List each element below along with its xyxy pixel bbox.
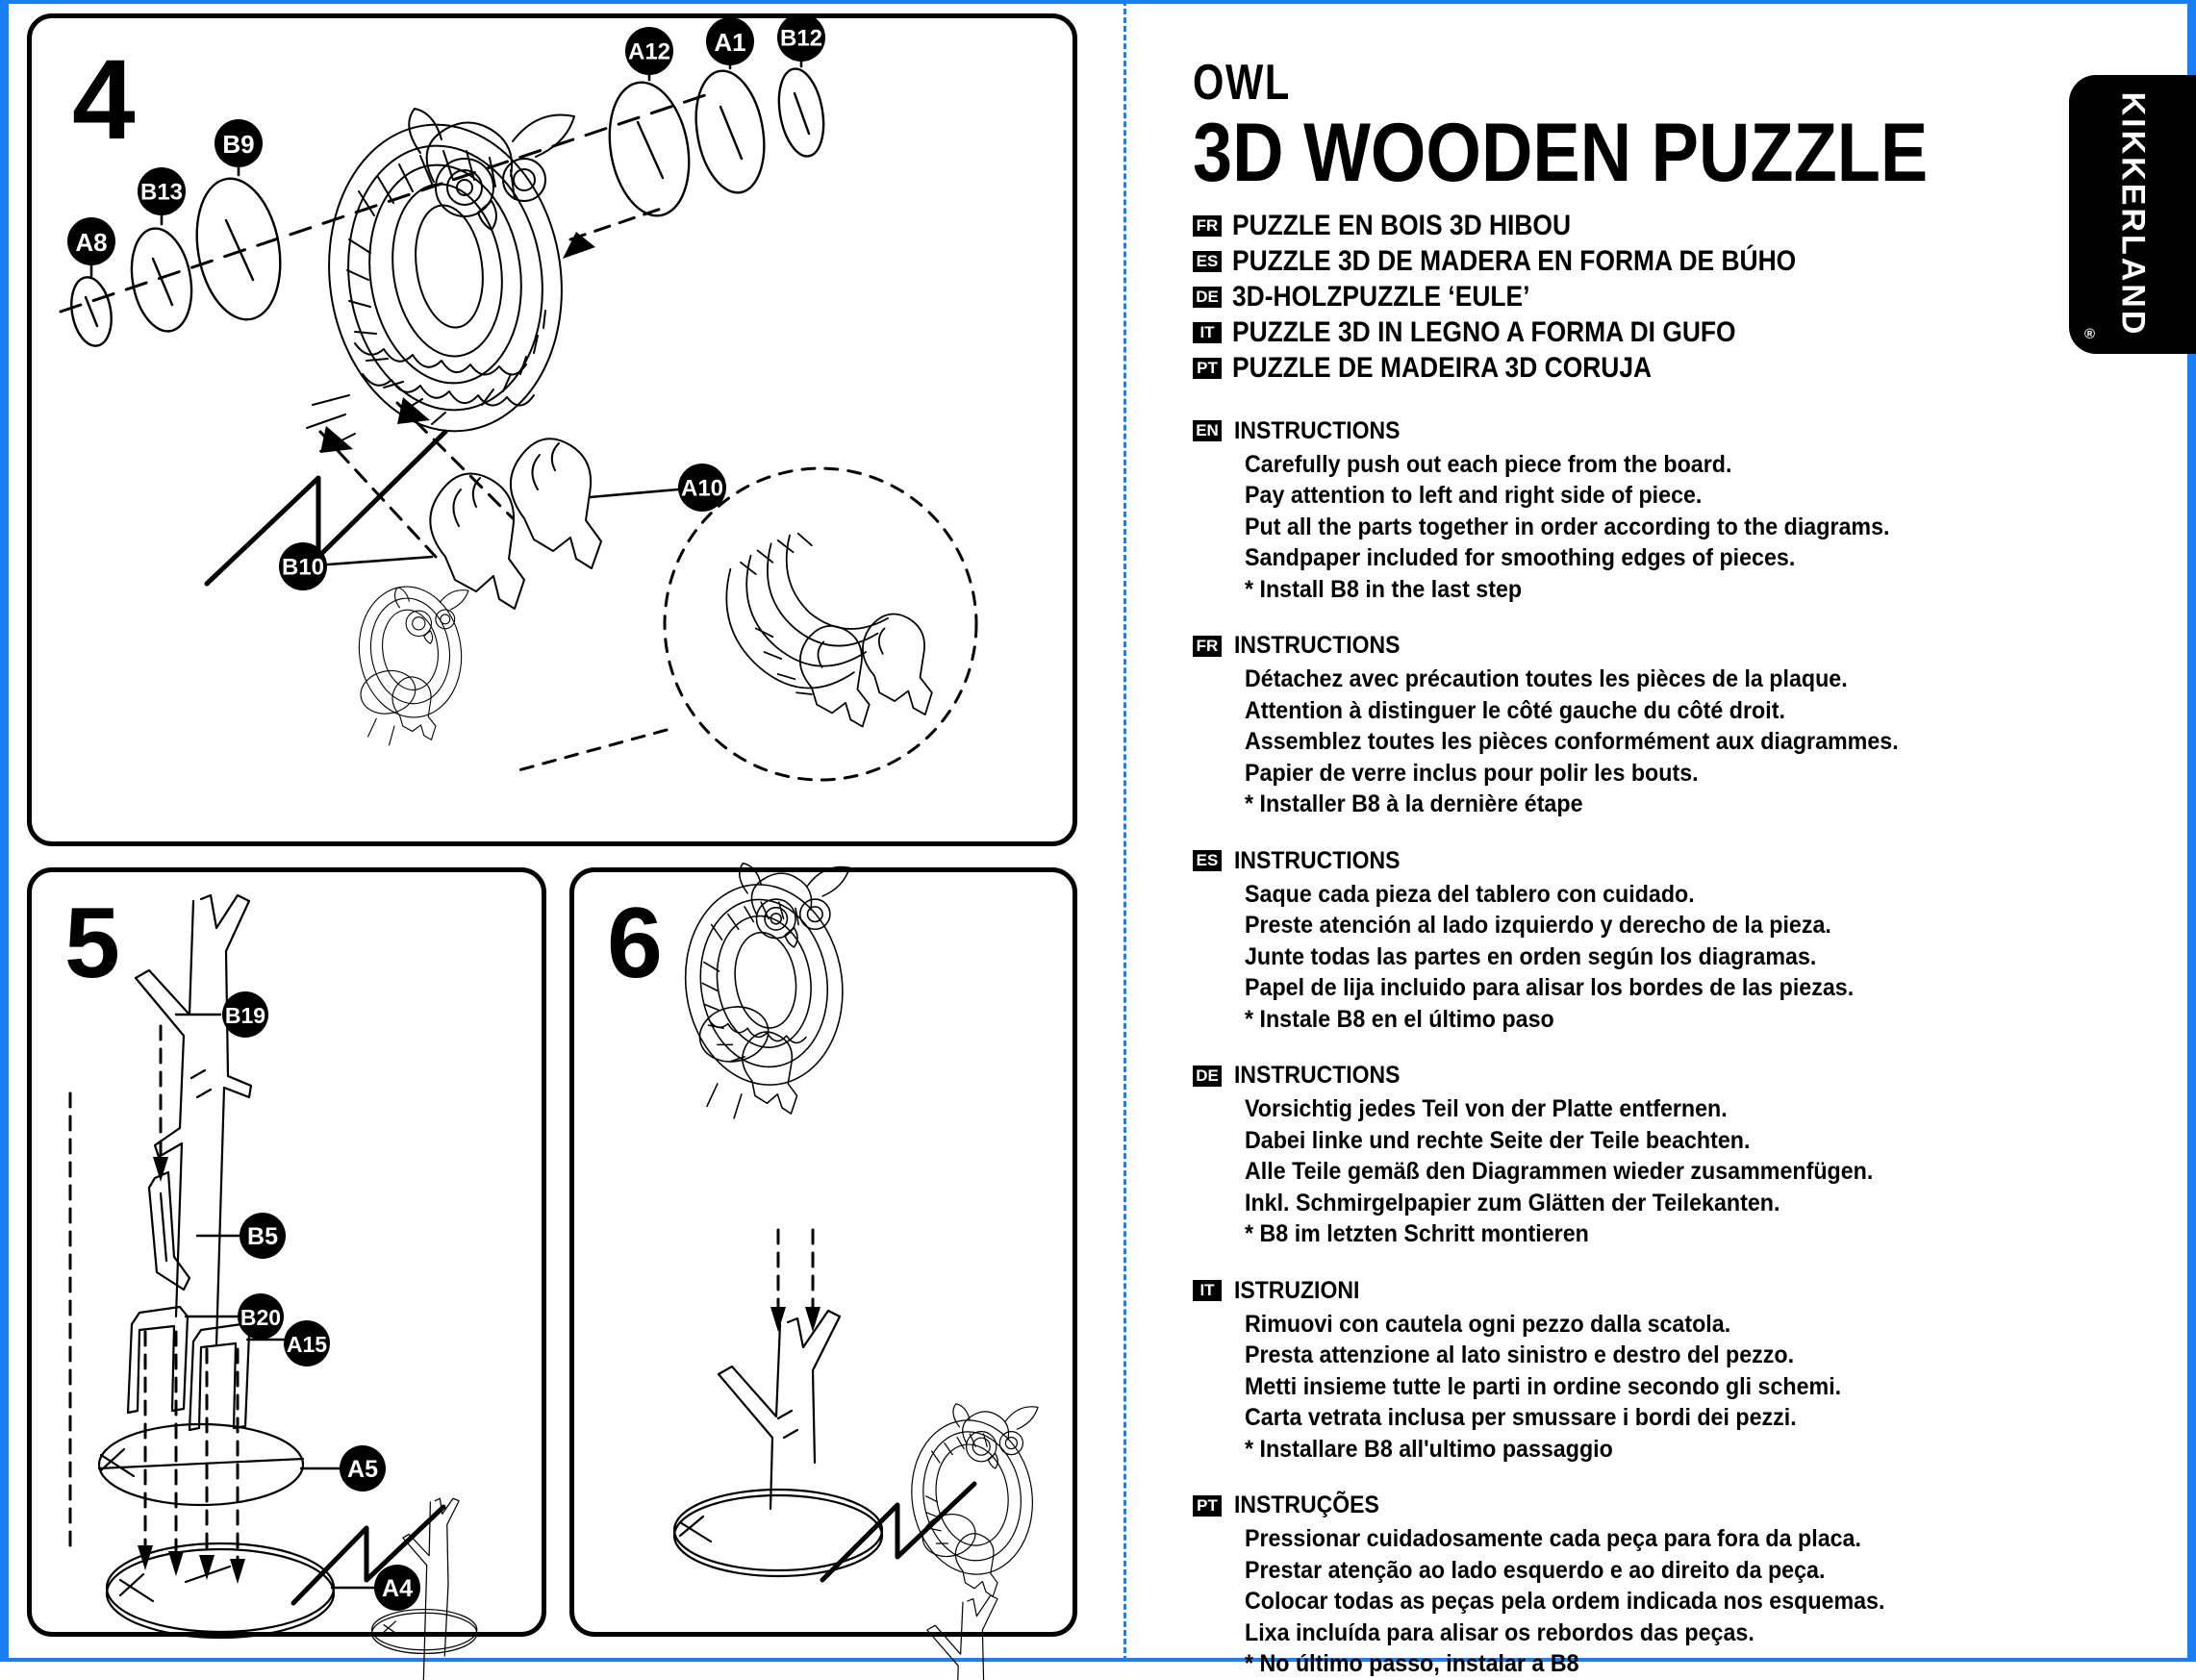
- instruction-line: Put all the parts together in order according to the diagrams.: [1245, 513, 1890, 540]
- part-label-b20: [238, 1293, 284, 1340]
- part-label-badge-group: [67, 13, 825, 590]
- language-tag-fr: FR: [1193, 636, 1222, 657]
- svg-text:A4: A4: [382, 1575, 413, 1602]
- instruction-line: Inkl. Schmirgelpapier zum Glätten der Teilekanten.: [1245, 1189, 1780, 1216]
- instruction-heading-text-it: ISTRUZIONI: [1234, 1276, 1360, 1304]
- instruction-line: Junte todas las partes en orden según los diagramas.: [1245, 942, 1817, 970]
- step-number-6: 6: [607, 888, 663, 999]
- instruction-line: Preste atención al lado izquierdo y derecho de la pieza.: [1245, 912, 1831, 940]
- instruction-line: Dabei linke und rechte Seite der Teile beachten.: [1245, 1126, 1751, 1154]
- instruction-line: Rimuovi con cautela ogni pezzo dalla scatola.: [1245, 1310, 1731, 1338]
- part-label-a10: [678, 464, 726, 512]
- instruction-line: Vorsichtig jedes Teil von der Platte entfernen.: [1245, 1095, 1728, 1123]
- instruction-line: Alle Teile gemäß den Diagrammen wieder zusammenfügen.: [1245, 1158, 1874, 1186]
- instructions-sections: [1193, 416, 2039, 1680]
- instruction-line: Détachez avec précaution toutes les pièces de la plaque.: [1245, 665, 1848, 693]
- instruction-section-it: [1193, 1276, 2039, 1466]
- step-4-diagram: [32, 18, 1082, 851]
- language-tag-pt: PT: [1193, 1495, 1222, 1517]
- brand-name: KIKKERLAND: [2114, 91, 2152, 338]
- instruction-heading-it: [1193, 1276, 2039, 1304]
- language-tag-it: IT: [1193, 1280, 1222, 1301]
- localized-titles-list: [1193, 209, 2039, 384]
- kikkerland-logo: [2069, 75, 2196, 354]
- instruction-line: Attention à distinguer le côté gauche du côté droit.: [1245, 696, 1785, 724]
- language-tag-it: IT: [1193, 322, 1222, 343]
- part-label-a8: [67, 217, 115, 265]
- instruction-heading-fr: [1193, 634, 2039, 658]
- instruction-line-note: * Installare B8 all'ultimo passaggio: [1245, 1435, 1613, 1463]
- svg-text:A12: A12: [627, 38, 671, 65]
- localized-title-text-de: 3D-HOLZPUZZLE ‘EULE’: [1232, 280, 1530, 313]
- part-label-a1: [706, 17, 754, 65]
- svg-text:B5: B5: [247, 1223, 278, 1250]
- fold-line: [1123, 0, 1126, 1662]
- instruction-lines-it: [1193, 1309, 2039, 1466]
- product-name-line2: 3D WOODEN PUZZLE: [1193, 107, 1929, 199]
- instruction-line-note: * B8 im letzten Schritt montieren: [1245, 1220, 1589, 1248]
- instruction-heading-text-en: INSTRUCTIONS: [1234, 416, 1401, 444]
- product-name-line1: OWL: [1193, 55, 1291, 111]
- step-5-diagram: [32, 872, 551, 1642]
- instruction-line: Carta vetrata inclusa per smussare i bordi dei pezzi.: [1245, 1404, 1797, 1432]
- svg-text:B19: B19: [224, 1003, 266, 1028]
- step-panel-5: [27, 867, 546, 1637]
- localized-title-text-pt: PUZZLE DE MADEIRA 3D CORUJA: [1232, 351, 1653, 384]
- svg-text:B12: B12: [779, 25, 823, 52]
- localized-title-es: [1193, 244, 2039, 277]
- instruction-heading-text-pt: INSTRUÇÕES: [1234, 1492, 1379, 1519]
- part-label-b19: [222, 991, 268, 1038]
- language-tag-de: DE: [1193, 1066, 1222, 1087]
- instruction-line: Pressionar cuidadosamente cada peça para fora da placa.: [1245, 1525, 1861, 1553]
- svg-text:B10: B10: [281, 554, 325, 581]
- localized-title-it: [1193, 315, 2039, 348]
- instruction-section-en: [1193, 416, 2039, 606]
- instruction-line: Colocar todas as peças pela ordem indicada nos esquemas.: [1245, 1588, 1885, 1616]
- instruction-line: Prestar atenção ao lado esquerdo e ao direito da peça.: [1245, 1556, 1826, 1584]
- instruction-line: Saque cada pieza del tablero con cuidado.: [1245, 880, 1695, 908]
- sheet-border-left: [0, 0, 9, 1662]
- step-number-4: 4: [72, 37, 136, 163]
- instruction-line-note: * Instale B8 en el último paso: [1245, 1005, 1554, 1033]
- instruction-heading-de: [1193, 1064, 2039, 1088]
- instruction-line-note: * Install B8 in the last step: [1245, 575, 1523, 603]
- localized-title-fr: [1193, 209, 2039, 241]
- instruction-line: Papier de verre inclus pour polir les bouts.: [1245, 759, 1699, 787]
- part-label-b5: [240, 1213, 286, 1259]
- part-label-a4: [374, 1565, 420, 1611]
- localized-title-text-fr: PUZZLE EN BOIS 3D HIBOU: [1232, 209, 1572, 241]
- instruction-section-fr: [1193, 634, 2039, 820]
- language-tag-fr: FR: [1193, 215, 1222, 237]
- instruction-line: Papel de lija incluido para alisar los bordes de las piezas.: [1245, 974, 1855, 1002]
- instruction-lines-pt: [1193, 1523, 2039, 1680]
- localized-title-de: [1193, 280, 2039, 313]
- step-panel-4: [27, 13, 1077, 846]
- instruction-heading-text-de: INSTRUCTIONS: [1234, 1062, 1401, 1090]
- instruction-lines-en: [1193, 449, 2039, 606]
- svg-text:A1: A1: [714, 28, 746, 57]
- step-panel-6: [569, 867, 1077, 1637]
- svg-text:A10: A10: [680, 475, 724, 502]
- instruction-line: Assemblez toutes les pièces conformément aux diagrammes.: [1245, 728, 1899, 756]
- instruction-line: Presta attenzione al lato sinistro e destro del pezzo.: [1245, 1341, 1795, 1369]
- svg-text:A8: A8: [75, 228, 108, 257]
- part-label-a15: [284, 1320, 330, 1367]
- sheet-border-top: [0, 0, 2196, 4]
- step-6-diagram: [574, 872, 1082, 1642]
- part-label-b12: [777, 13, 825, 62]
- svg-text:A15: A15: [286, 1332, 328, 1357]
- svg-text:B20: B20: [240, 1305, 282, 1330]
- language-tag-es: ES: [1193, 850, 1222, 871]
- instruction-line: Pay attention to left and right side of piece.: [1245, 482, 1703, 510]
- part-label-b9: [215, 119, 263, 167]
- instruction-line-note: * Installer B8 à la dernière étape: [1245, 790, 1583, 818]
- language-tag-en: EN: [1193, 420, 1222, 441]
- svg-text:B9: B9: [222, 130, 255, 159]
- instruction-heading-pt: [1193, 1493, 2039, 1517]
- instruction-lines-de: [1193, 1093, 2039, 1250]
- part-label-b13: [138, 167, 186, 215]
- part-label-a5: [340, 1445, 386, 1492]
- instruction-heading-en: [1193, 416, 2039, 444]
- product-info-column: [1193, 55, 2039, 1678]
- language-tag-pt: PT: [1193, 358, 1222, 379]
- instruction-section-de: [1193, 1064, 2039, 1250]
- instruction-heading-es: [1193, 846, 2039, 874]
- language-tag-de: DE: [1193, 287, 1222, 308]
- step-number-5: 5: [64, 888, 120, 999]
- svg-text:B13: B13: [139, 179, 184, 206]
- part-label-badge-group: [222, 991, 420, 1611]
- localized-title-text-it: PUZZLE 3D IN LEGNO A FORMA DI GUFO: [1232, 315, 1736, 348]
- language-tag-es: ES: [1193, 251, 1222, 272]
- instruction-line: Sandpaper included for smoothing edges of pieces.: [1245, 544, 1796, 572]
- instruction-section-pt: [1193, 1493, 2039, 1680]
- svg-text:A5: A5: [347, 1456, 378, 1483]
- localized-title-pt: [1193, 351, 2039, 384]
- instruction-lines-es: [1193, 879, 2039, 1036]
- localized-title-text-es: PUZZLE 3D DE MADERA EN FORMA DE BÚHO: [1232, 244, 1797, 277]
- part-label-b10: [279, 542, 327, 590]
- instruction-line: Metti insieme tutte le parti in ordine secondo gli schemi.: [1245, 1372, 1842, 1400]
- registered-trademark-icon: ®: [2084, 326, 2096, 342]
- instruction-line-note: * No último passo, instalar a B8: [1245, 1650, 1579, 1678]
- instruction-line: Lixa incluída para alisar os rebordos das peças.: [1245, 1618, 1754, 1646]
- instruction-heading-text-fr: INSTRUCTIONS: [1234, 632, 1401, 660]
- instruction-section-es: [1193, 846, 2039, 1036]
- instruction-lines-fr: [1193, 664, 2039, 820]
- instruction-heading-text-es: INSTRUCTIONS: [1234, 846, 1401, 874]
- part-label-a12: [625, 27, 673, 75]
- instruction-line: Carefully push out each piece from the board.: [1245, 450, 1732, 478]
